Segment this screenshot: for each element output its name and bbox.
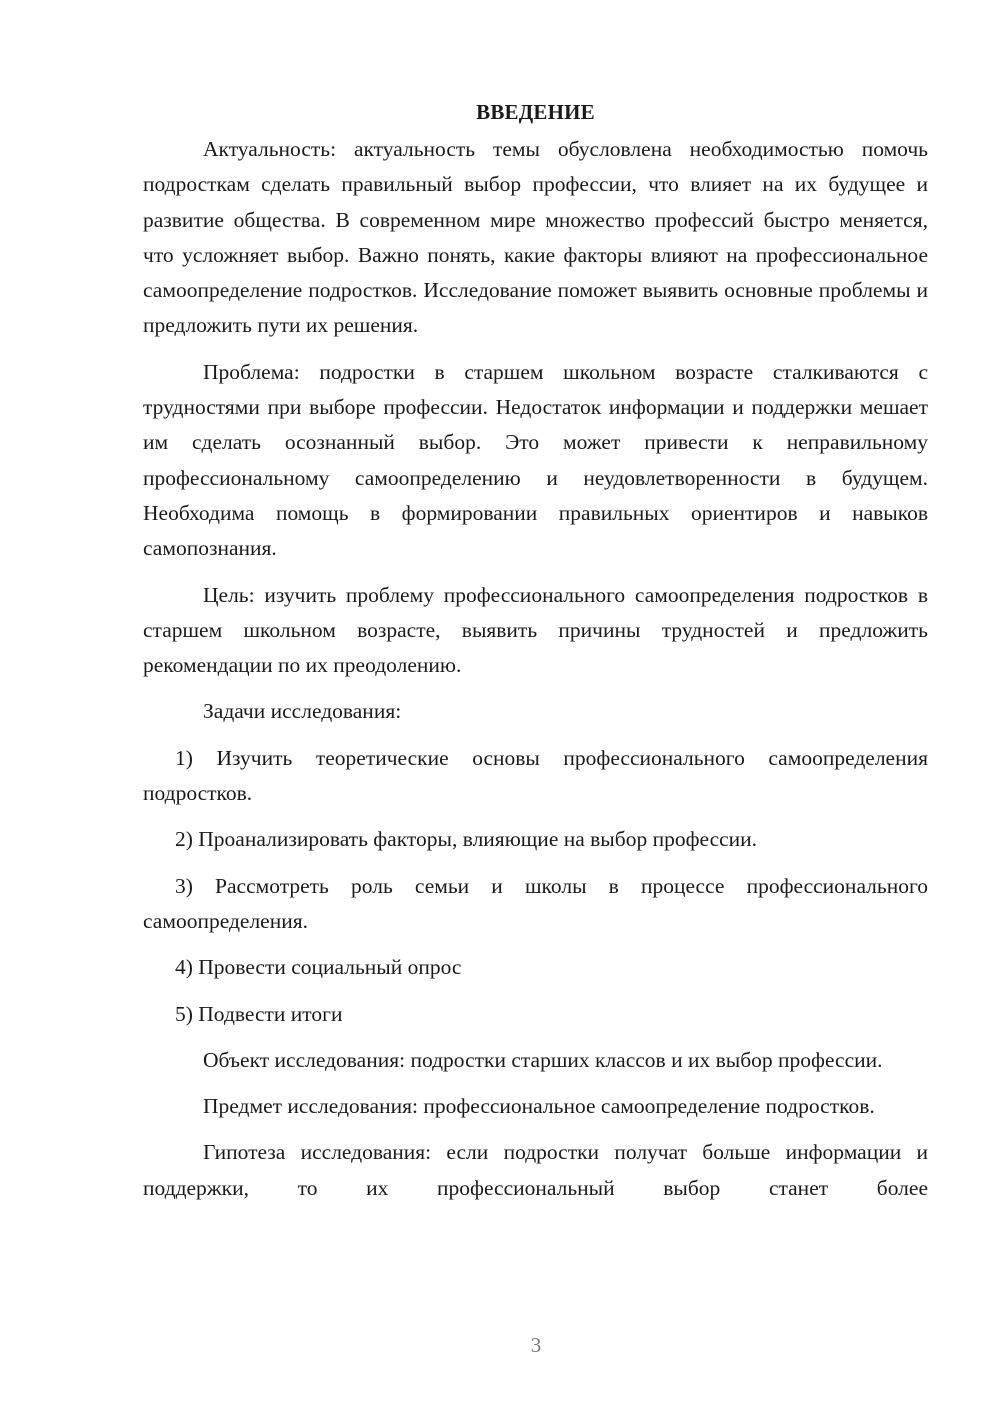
page-title: ВВЕДЕНИЕ [476,100,595,124]
paragraph-goal: Цель: изучить проблему профессионального самоопределения подростков в старшем школьном возрасте, выявить причины трудностей и предложить рекомендации по их преодолению. [143,582,928,678]
paragraph-subject: Предмет исследования: профессиональное самоопределение подростков. [203,1094,875,1119]
paragraph-hypothesis: Гипотеза исследования: если подростки получат больше информации и поддержки, то их профессиональный выбор станет более [143,1140,928,1200]
paragraph-relevance: Актуальность: актуальность темы обусловлена необходимостью помочь подросткам сделать правильный выбор профессии, что влияет на их будущее и развитие общества. В современном мире множество профессий быстро меняется, что усложняет выбор. Важно понять, какие факторы влияют на профессиональное самоопределение подростков. Исследование поможет выявить основные проблемы и предложить пути их решения. [143,137,928,338]
task-item: 5) Подвести итоги [175,1001,343,1026]
page-number: 3 [530,1333,542,1357]
paragraph-problem: Проблема: подростки в старшем школьном возрасте сталкиваются с трудностями при выборе профессии. Недостаток информации и поддержки мешает им сделать осознанный выбор. Это может привести к неправильному профессиональному самоопределению и неудовлетворенности в будущем. Необходима помощь в формировании правильных ориентиров и навыков самопознания. [143,359,928,561]
task-item: 4) Провести социальный опрос [175,955,462,980]
page-content [143,96,928,1217]
tasks-title: Задачи исследования: [203,699,402,724]
task-item: 3) Рассмотреть роль семьи и школы в процессе профессионального самоопределения. [143,873,928,933]
task-item: 2) Проанализировать факторы, влияющие на выбор профессии. [175,827,758,852]
paragraph-object: Объект исследования: подростки старших классов и их выбор профессии. [203,1047,883,1072]
task-item: 1) Изучить теоретические основы профессионального самоопределения подростков. [143,745,928,806]
